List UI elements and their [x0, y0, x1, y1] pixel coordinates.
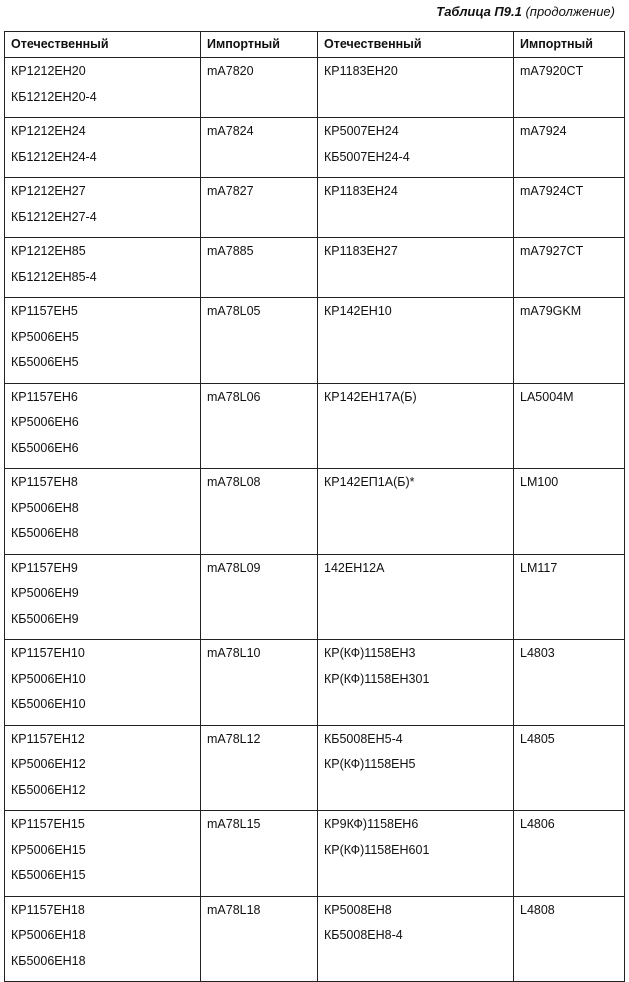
domestic-cell-left	[5, 811, 201, 897]
part-number: КБ1212ЕН85-4	[11, 269, 97, 284]
part-number: КР(КФ)1158ЕН601	[324, 842, 430, 857]
imported-cell-left	[201, 896, 318, 982]
part-number: mA7885	[207, 244, 254, 258]
header-domestic-2: Отечественный	[318, 32, 514, 58]
domestic-cell-right	[318, 178, 514, 238]
part-number: L4806	[520, 817, 555, 831]
domestic-cell-right	[318, 469, 514, 555]
part-number: LA5004M	[520, 389, 574, 404]
part-number: КБ5006ЕН9	[11, 611, 79, 626]
part-number: LM117	[520, 560, 558, 575]
domestic-cell-left	[5, 118, 201, 178]
part-number: КР1183ЕН20	[324, 64, 398, 78]
part-number: КБ5008ЕН5-4	[324, 731, 403, 746]
part-number: L4808	[520, 902, 555, 917]
part-number: КР(КФ)1158ЕН5	[324, 757, 416, 771]
part-number: КР5007ЕН24	[324, 124, 399, 138]
part-number: mA7924	[520, 124, 567, 138]
part-number: КР(КФ)1158ЕН3	[324, 646, 416, 660]
part-number: КР142ЕП1А(Б)*	[324, 475, 415, 489]
part-number: КР(КФ)1158ЕН301	[324, 671, 430, 686]
imported-cell-right	[514, 383, 625, 469]
table-row	[5, 554, 625, 640]
imported-cell-right	[514, 469, 625, 555]
part-number: mA7927CT	[520, 244, 584, 258]
part-number: LM100	[520, 475, 559, 489]
part-number: КБ1212ЕН24-4	[11, 149, 97, 164]
table-continuation-note: (продолжение)	[525, 4, 615, 19]
table-body	[5, 58, 625, 982]
imported-cell-right	[514, 118, 625, 178]
part-number: КР1157ЕН10	[11, 646, 85, 660]
imported-cell-right	[514, 58, 625, 118]
imported-cell-right	[514, 238, 625, 298]
header-imported-1: Импортный	[201, 32, 318, 58]
part-number: КР142ЕН10	[324, 304, 392, 318]
part-number: КР5006ЕН18	[11, 928, 86, 942]
part-number: КБ1212ЕН20-4	[11, 89, 97, 104]
part-number: КР1157ЕН12	[11, 731, 85, 746]
part-number: КР5006ЕН15	[11, 842, 86, 857]
part-number: mA7920CT	[520, 64, 584, 78]
part-number: КР5006ЕН10	[11, 671, 86, 686]
part-number: КР5006ЕН9	[11, 586, 79, 600]
part-number: mA78L09	[207, 560, 261, 575]
part-number: mA78L12	[207, 731, 261, 746]
part-number: L4805	[520, 731, 555, 746]
table-row	[5, 469, 625, 555]
domestic-cell-left	[5, 725, 201, 811]
table-row	[5, 725, 625, 811]
imported-cell-right	[514, 178, 625, 238]
part-number: КБ5006ЕН10	[11, 697, 86, 711]
equivalents-table	[4, 31, 625, 982]
part-number: КР1157ЕН9	[11, 560, 78, 575]
domestic-cell-right	[318, 554, 514, 640]
imported-cell-left	[201, 58, 318, 118]
part-number: КР5006ЕН12	[11, 757, 86, 771]
table-caption	[436, 4, 615, 19]
table-row	[5, 383, 625, 469]
part-number: mA78L18	[207, 902, 261, 917]
domestic-cell-right	[318, 640, 514, 726]
table-row	[5, 238, 625, 298]
table-row	[5, 178, 625, 238]
imported-cell-left	[201, 469, 318, 555]
imported-cell-left	[201, 298, 318, 384]
imported-cell-right	[514, 811, 625, 897]
table-row	[5, 298, 625, 384]
table-row	[5, 811, 625, 897]
part-number: mA78L08	[207, 475, 261, 489]
part-number: КБ5008ЕН8-4	[324, 928, 403, 942]
domestic-cell-left	[5, 640, 201, 726]
part-number: КБ5006ЕН15	[11, 868, 86, 882]
part-number: КР1183ЕН24	[324, 184, 398, 198]
part-number: mA7820	[207, 64, 254, 78]
domestic-cell-right	[318, 298, 514, 384]
domestic-cell-left	[5, 178, 201, 238]
part-number: КБ5007ЕН24-4	[324, 149, 410, 164]
table-row	[5, 118, 625, 178]
domestic-cell-left	[5, 554, 201, 640]
domestic-cell-left	[5, 383, 201, 469]
part-number: КР1212ЕН27	[11, 184, 86, 198]
imported-cell-right	[514, 725, 625, 811]
part-number: КБ1212ЕН27-4	[11, 209, 97, 224]
imported-cell-left	[201, 554, 318, 640]
part-number: КР5006ЕН6	[11, 415, 79, 429]
domestic-cell-left	[5, 298, 201, 384]
part-number: КБ5006ЕН5	[11, 355, 79, 369]
domestic-cell-right	[318, 725, 514, 811]
part-number: КР5006ЕН8	[11, 500, 79, 515]
imported-cell-left	[201, 238, 318, 298]
part-number: КБ5006ЕН8	[11, 526, 79, 540]
part-number: КР1212ЕН85	[11, 244, 86, 258]
domestic-cell-left	[5, 896, 201, 982]
header-domestic-1: Отечественный	[5, 32, 201, 58]
imported-cell-right	[514, 640, 625, 726]
part-number: 142ЕН12А	[324, 560, 385, 575]
imported-cell-right	[514, 554, 625, 640]
domestic-cell-right	[318, 383, 514, 469]
part-number: mA79GKM	[520, 304, 582, 318]
part-number: КР1212ЕН20	[11, 64, 86, 78]
imported-cell-left	[201, 725, 318, 811]
part-number: КР1183ЕН27	[324, 244, 398, 258]
part-number: КБ5006ЕН12	[11, 782, 86, 797]
table-title: Таблица П9.1	[436, 4, 522, 19]
part-number: mA78L10	[207, 646, 261, 660]
imported-cell-right	[514, 896, 625, 982]
part-number: mA7824	[207, 124, 254, 138]
part-number: КБ5006ЕН18	[11, 953, 86, 968]
part-number: КР5006ЕН5	[11, 329, 79, 344]
domestic-cell-left	[5, 238, 201, 298]
imported-cell-left	[201, 383, 318, 469]
imported-cell-left	[201, 640, 318, 726]
part-number: КР142ЕН17А(Б)	[324, 389, 417, 404]
header-row	[5, 32, 625, 58]
domestic-cell-right	[318, 896, 514, 982]
part-number: КР1157ЕН18	[11, 902, 85, 917]
table-row	[5, 896, 625, 982]
part-number: КР9КФ)1158ЕН6	[324, 817, 419, 831]
imported-cell-left	[201, 811, 318, 897]
part-number: mA78L15	[207, 817, 261, 831]
imported-cell-left	[201, 118, 318, 178]
table-row	[5, 640, 625, 726]
domestic-cell-right	[318, 811, 514, 897]
table-row	[5, 58, 625, 118]
part-number: КР1157ЕН5	[11, 304, 78, 318]
domestic-cell-right	[318, 58, 514, 118]
part-number: КБ5006ЕН6	[11, 440, 79, 455]
part-number: mA78L06	[207, 389, 261, 404]
part-number: mA7827	[207, 184, 254, 198]
domestic-cell-left	[5, 58, 201, 118]
header-imported-2: Импортный	[514, 32, 625, 58]
domestic-cell-left	[5, 469, 201, 555]
part-number: КР1157ЕН6	[11, 389, 78, 404]
part-number: КР1212ЕН24	[11, 124, 86, 138]
domestic-cell-right	[318, 118, 514, 178]
domestic-cell-right	[318, 238, 514, 298]
part-number: КР1157ЕН15	[11, 817, 85, 831]
imported-cell-right	[514, 298, 625, 384]
part-number: mA7924CT	[520, 184, 584, 198]
part-number: mA78L05	[207, 304, 261, 318]
table-header	[5, 32, 625, 58]
imported-cell-left	[201, 178, 318, 238]
part-number: L4803	[520, 646, 555, 660]
part-number: КР5008ЕН8	[324, 902, 392, 917]
part-number: КР1157ЕН8	[11, 475, 78, 489]
